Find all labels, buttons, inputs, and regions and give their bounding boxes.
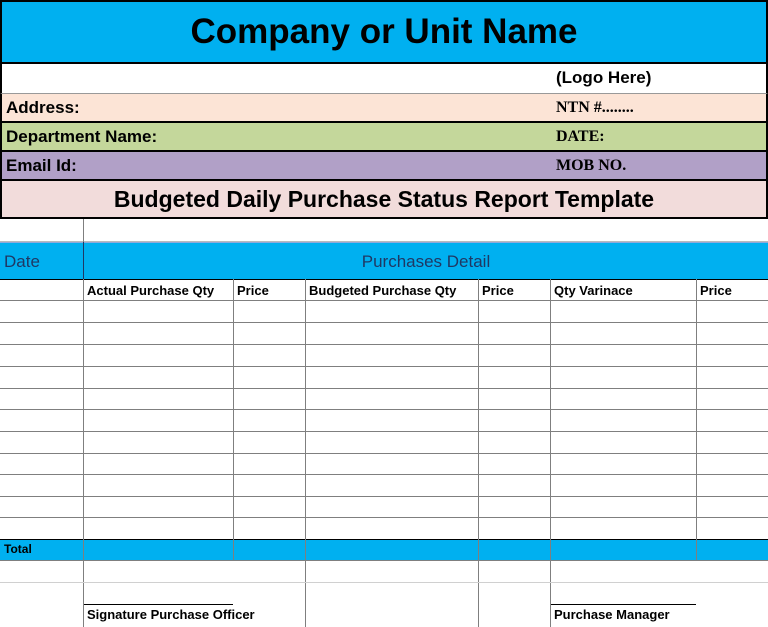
- column-line: [550, 279, 551, 627]
- company-name-bar: [0, 0, 768, 64]
- header-divider: [83, 242, 84, 279]
- logo-row: [0, 64, 768, 94]
- total-bottom-line: [0, 560, 768, 561]
- total-top-line: [0, 539, 768, 540]
- col-price-2: Price: [482, 283, 514, 298]
- grid-line: [83, 219, 84, 242]
- ntn-label: NTN #........: [556, 99, 634, 116]
- grid-line: [0, 300, 768, 301]
- table-header: [0, 242, 768, 279]
- grid-line: [0, 409, 768, 410]
- company-name: Company or Unit Name: [190, 12, 578, 51]
- email-row: [0, 152, 768, 181]
- report-title: Budgeted Daily Purchase Status Report Template: [113, 185, 655, 212]
- department-label: Department Name:: [6, 127, 158, 146]
- grid-line: [0, 344, 768, 345]
- grid-line: [0, 474, 768, 475]
- column-line: [305, 279, 306, 627]
- column-line: [696, 279, 697, 561]
- grid-line: [0, 388, 768, 389]
- total-row: [0, 539, 768, 560]
- mobile-label: MOB NO.: [556, 157, 627, 174]
- total-label: Total: [4, 542, 32, 556]
- column-line: [233, 279, 234, 561]
- date-label: DATE:: [556, 128, 605, 145]
- column-line: [478, 279, 479, 627]
- grid-line: [0, 453, 768, 454]
- col-price-3: Price: [700, 283, 732, 298]
- spacer-row: [0, 219, 768, 242]
- report-title-bar: [0, 181, 768, 219]
- email-label: Email Id:: [6, 156, 77, 175]
- col-budgeted-purchase-qty: Budgeted Purchase Qty: [309, 283, 457, 298]
- signature-line-manager: [551, 604, 696, 605]
- purchases-detail-header: Purchases Detail: [361, 252, 491, 271]
- address-row: [0, 94, 768, 123]
- grid-line: [0, 322, 768, 323]
- col-qty-variance: Qty Varinace: [554, 283, 633, 298]
- department-row: [0, 123, 768, 152]
- signature-line-officer: [84, 604, 233, 605]
- grid-line: [0, 366, 768, 367]
- grid-line: [0, 517, 768, 518]
- signature-purchase-manager: Purchase Manager: [554, 607, 670, 622]
- date-column-header: Date: [4, 252, 40, 271]
- grid-line: [0, 431, 768, 432]
- col-price-1: Price: [237, 283, 269, 298]
- signature-purchase-officer: Signature Purchase Officer: [87, 607, 255, 622]
- grid-line: [0, 582, 768, 583]
- column-line: [83, 279, 84, 627]
- grid-line: [0, 496, 768, 497]
- logo-placeholder: (Logo Here): [556, 68, 652, 87]
- header-bottom-line: [0, 279, 768, 280]
- col-actual-purchase-qty: Actual Purchase Qty: [87, 283, 215, 298]
- address-label: Address:: [6, 98, 80, 117]
